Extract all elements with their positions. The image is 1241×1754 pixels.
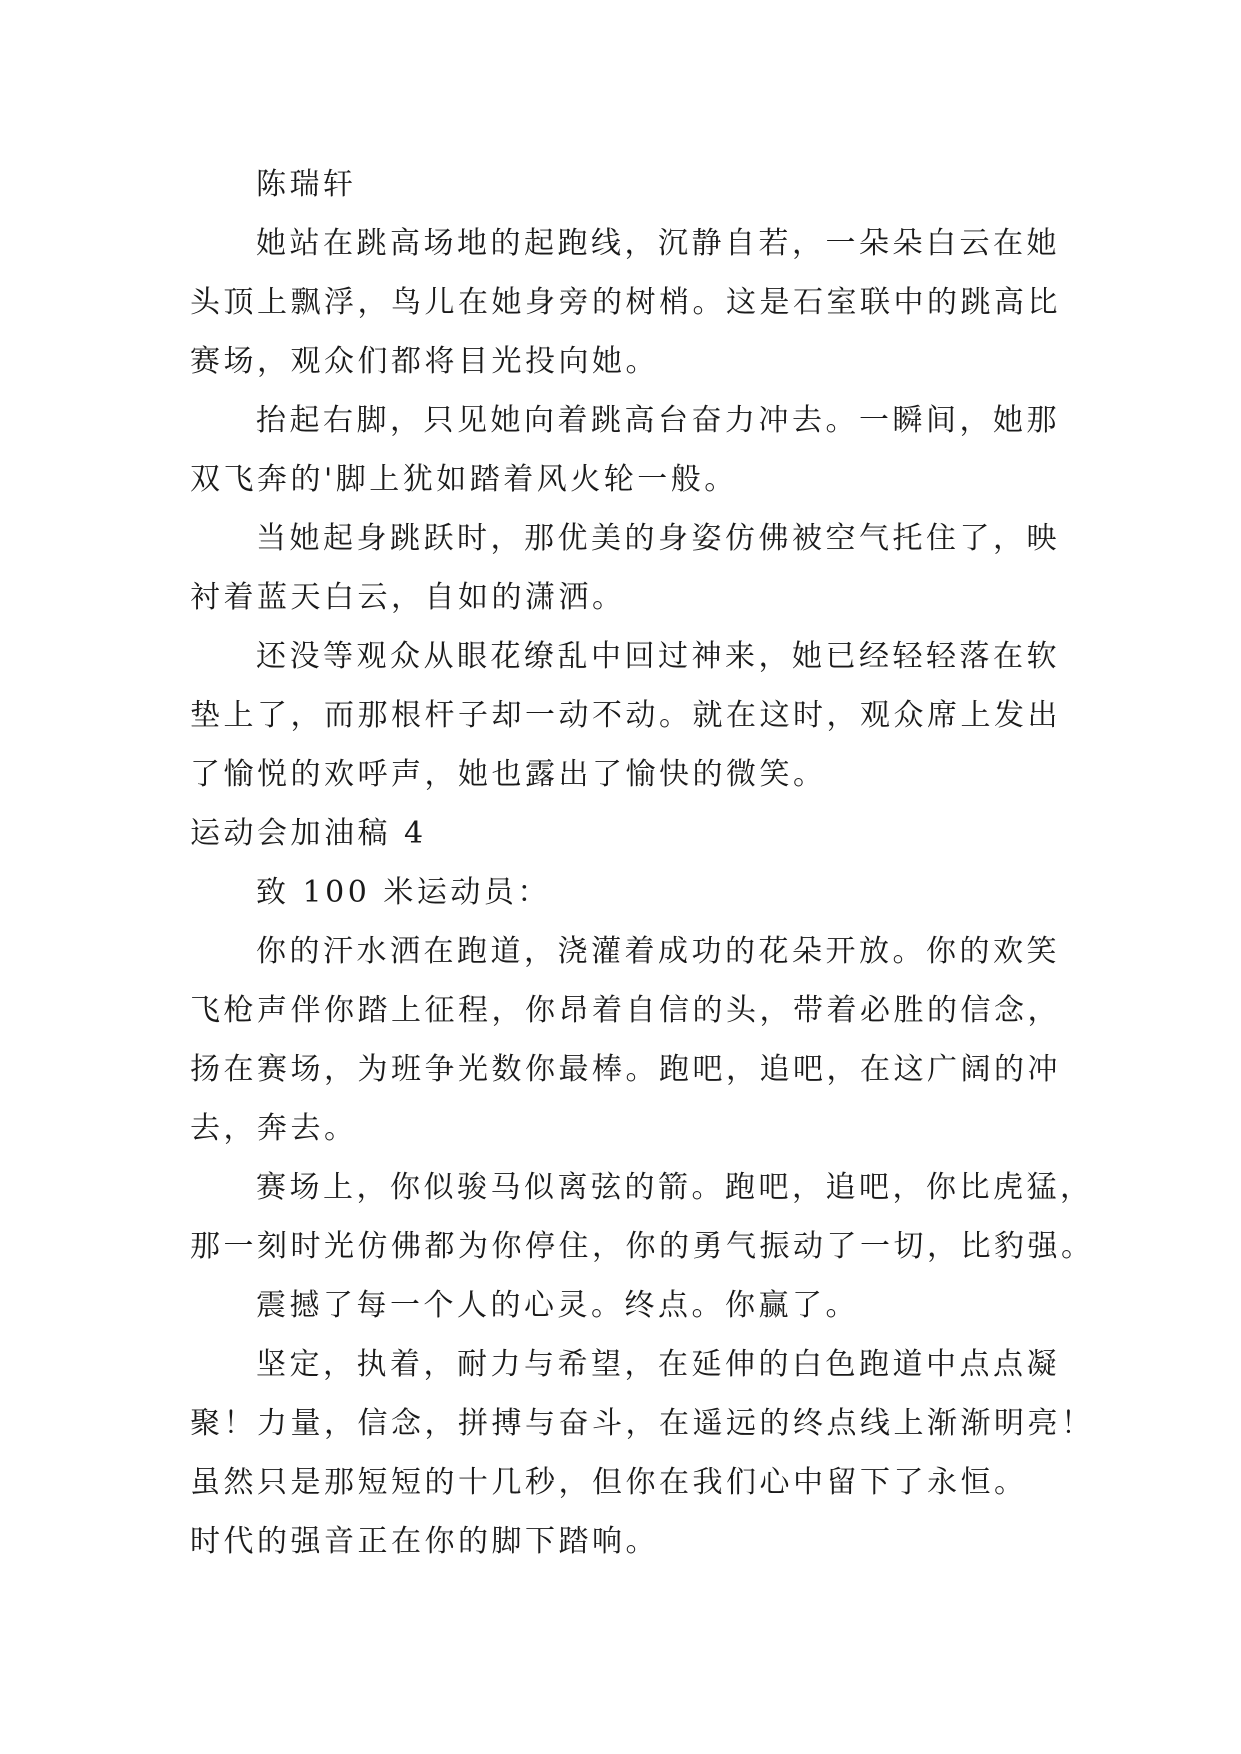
text-line: 赛场，观众们都将目光投向她。 — [190, 344, 659, 379]
text-line: 头顶上飘浮，鸟儿在她身旁的树梢。这是石室联中的跳高比 — [190, 285, 1061, 320]
section-heading: 运动会加油稿 4 — [190, 816, 427, 851]
text-line: 去，奔去。 — [190, 1111, 358, 1146]
text-line: 双飞奔的'脚上犹如踏着风火轮一般。 — [190, 462, 738, 497]
text-line: 飞枪声伴你踏上征程，你昂着自信的头，带着必胜的信念， — [190, 993, 1061, 1028]
author-line: 陈瑞轩 — [256, 167, 357, 202]
text-line: 还没等观众从眼花缭乱中回过神来，她已经轻轻落在软 — [256, 639, 1060, 674]
text-line: 震撼了每一个人的心灵。终点。你赢了。 — [256, 1288, 859, 1323]
text-line: 聚！力量，信念，拼搏与奋斗，在遥远的终点线上渐渐明亮！ — [190, 1406, 1095, 1441]
text-line: 那一刻时光仿佛都为你停住，你的勇气振动了一切，比豹强。 — [190, 1229, 1095, 1264]
text-line: 她站在跳高场地的起跑线，沉静自若，一朵朵白云在她 — [256, 226, 1060, 261]
document-body — [190, 155, 1095, 1571]
text-line: 衬着蓝天白云，自如的潇洒。 — [190, 580, 626, 615]
text-line: 了愉悦的欢呼声，她也露出了愉快的微笑。 — [190, 757, 827, 792]
text-line: 坚定，执着，耐力与希望，在延伸的白色跑道中点点凝 — [256, 1347, 1060, 1382]
text-line: 抬起右脚，只见她向着跳高台奋力冲去。一瞬间，她那 — [256, 403, 1060, 438]
text-line: 当她起身跳跃时，那优美的身姿仿佛被空气托住了，映 — [256, 521, 1060, 556]
text-line: 虽然只是那短短的十几秒，但你在我们心中留下了永恒。 — [190, 1465, 1028, 1500]
text-line: 赛场上，你似骏马似离弦的箭。跑吧，追吧，你比虎猛， — [256, 1170, 1094, 1205]
text-line: 时代的强音正在你的脚下踏响。 — [190, 1524, 659, 1559]
text-line: 扬在赛场，为班争光数你最棒。跑吧，追吧，在这广阔的冲 — [190, 1052, 1061, 1087]
text-line: 你的汗水洒在跑道，浇灌着成功的花朵开放。你的欢笑 — [256, 934, 1060, 969]
text-line: 垫上了，而那根杆子却一动不动。就在这时，观众席上发出 — [190, 698, 1061, 733]
salutation-line: 致 100 米运动员： — [256, 875, 551, 910]
